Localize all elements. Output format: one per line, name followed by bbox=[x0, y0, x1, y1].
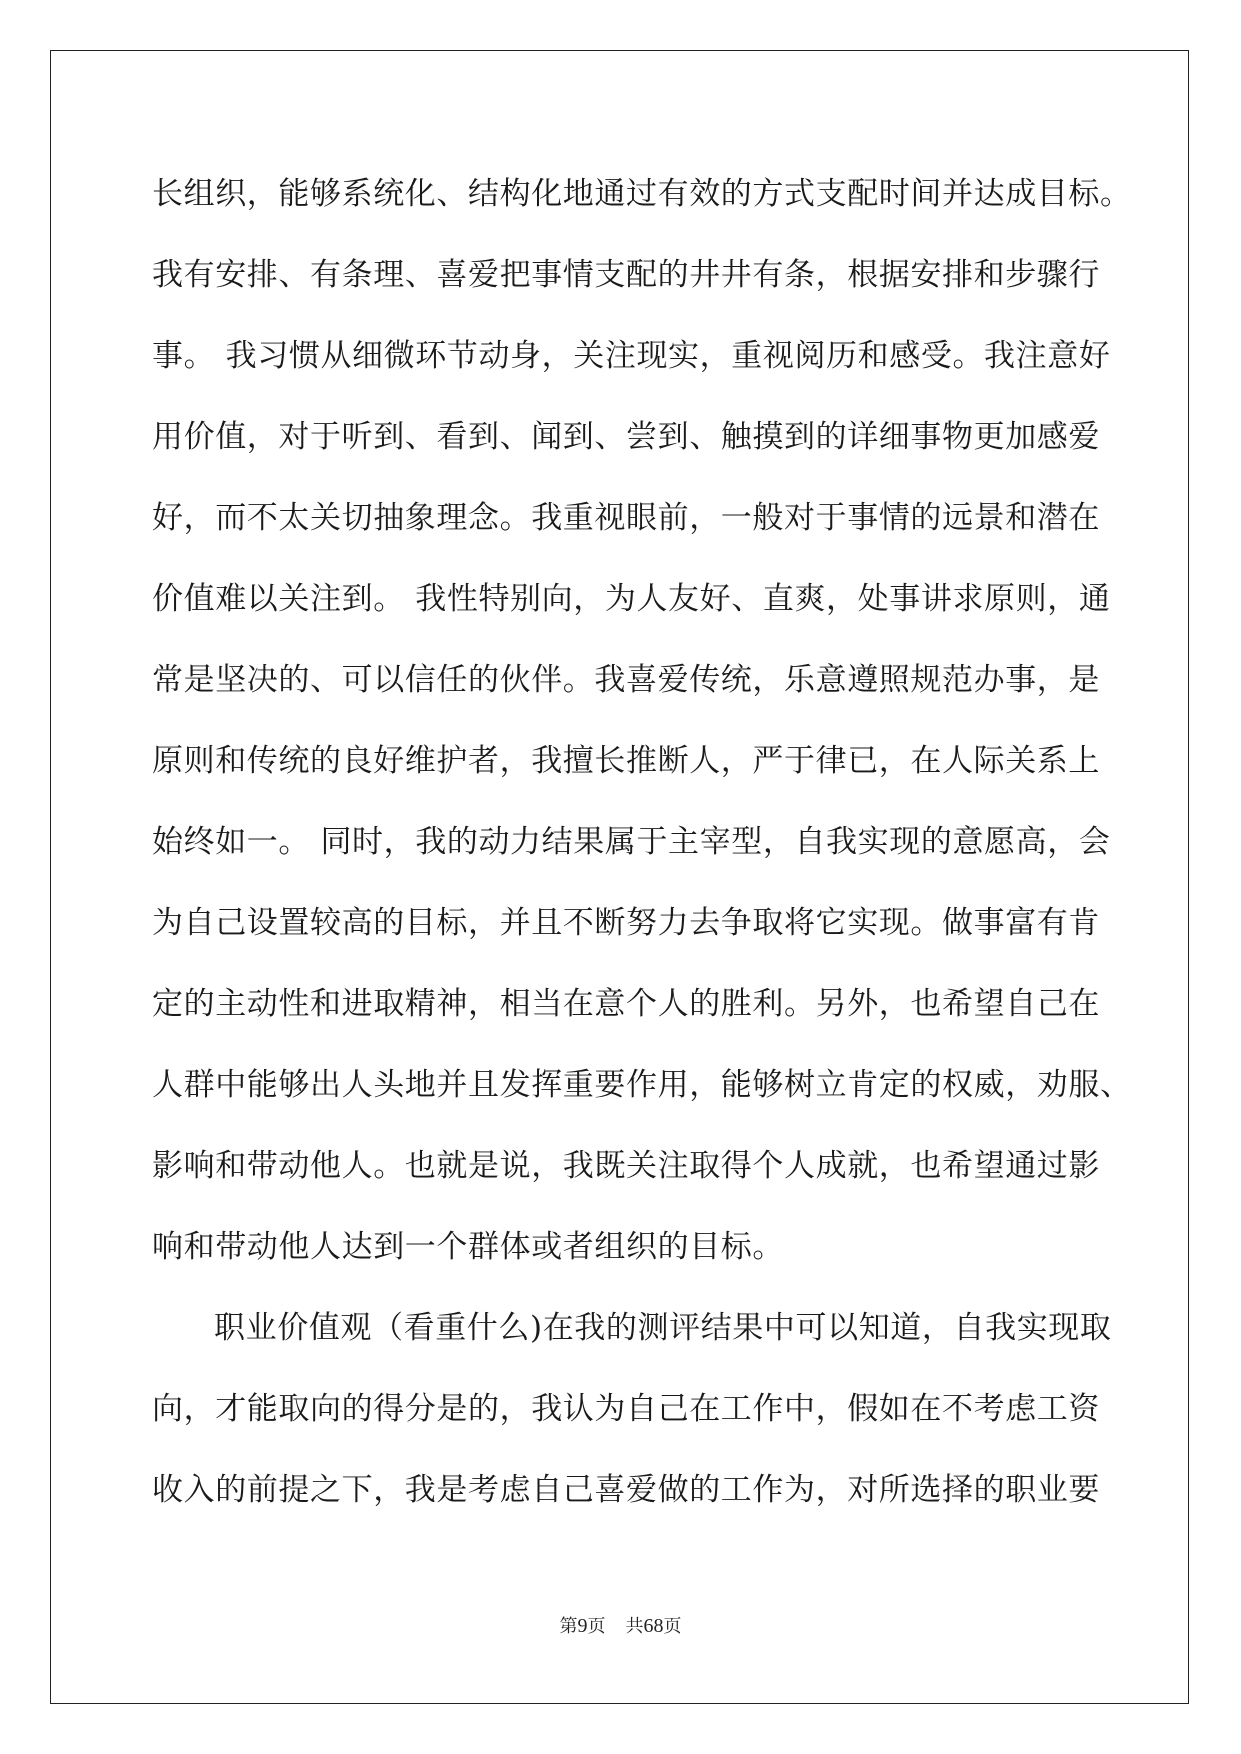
page-prefix: 第 bbox=[559, 1616, 578, 1637]
text-line: 向，才能取向的得分是的，我认为自己在工作中，假如在不考虑工资 bbox=[152, 1391, 1100, 1427]
page-suffix: 页 bbox=[587, 1616, 606, 1637]
total-pages: 68 bbox=[643, 1615, 664, 1637]
total-suffix: 页 bbox=[663, 1616, 682, 1637]
text-line: 长组织，能够系统化、结构化地通过有效的方式支配时间并达成目标。 bbox=[152, 176, 1132, 212]
text-line: 人群中能够出人头地并且发挥重要作用，能够树立肯定的权威，劝服、 bbox=[152, 1067, 1132, 1103]
text-line: 用价值，对于听到、看到、闻到、尝到、触摸到的详细事物更加感爱 bbox=[152, 419, 1100, 455]
text-line: 原则和传统的良好维护者，我擅长推断人，严于律已，在人际关系上 bbox=[152, 743, 1100, 779]
text-line: 收入的前提之下，我是考虑自己喜爱做的工作为，对所选择的职业要 bbox=[152, 1472, 1100, 1508]
text-line: 响和带动他人达到一个群体或者组织的目标。 bbox=[152, 1229, 784, 1265]
text-line: 常是坚决的、可以信任的伙伴。我喜爱传统，乐意遵照规范办事，是 bbox=[152, 662, 1100, 698]
page-footer bbox=[0, 1612, 1241, 1638]
text-line: 事。 我习惯从细微环节动身，关注现实，重视阅历和感受。我注意好 bbox=[152, 338, 1111, 374]
text-line: 影响和带动他人。也就是说，我既关注取得个人成就，也希望通过影 bbox=[152, 1148, 1100, 1184]
text-line: 好，而不太关切抽象理念。我重视眼前，一般对于事情的远景和潜在 bbox=[152, 500, 1100, 536]
text-line: 始终如一。 同时，我的动力结果属于主宰型，自我实现的意愿高，会 bbox=[152, 824, 1111, 860]
paragraph-start-line: 职业价值观（看重什么)在我的测评结果中可以知道，自我实现取 bbox=[214, 1310, 1112, 1346]
document-body bbox=[152, 170, 1132, 1547]
text-line: 定的主动性和进取精神，相当在意个人的胜利。另外，也希望自己在 bbox=[152, 986, 1100, 1022]
total-prefix: 共 bbox=[625, 1616, 644, 1637]
text-line: 我有安排、有条理、喜爱把事情支配的井井有条，根据安排和步骤行 bbox=[152, 257, 1100, 293]
page-number: 9 bbox=[577, 1615, 588, 1637]
text-line: 价值难以关注到。 我性特别向，为人友好、直爽，处事讲求原则，通 bbox=[152, 581, 1111, 617]
text-line: 为自己设置较高的目标，并且不断努力去争取将它实现。做事富有肯 bbox=[152, 905, 1100, 941]
